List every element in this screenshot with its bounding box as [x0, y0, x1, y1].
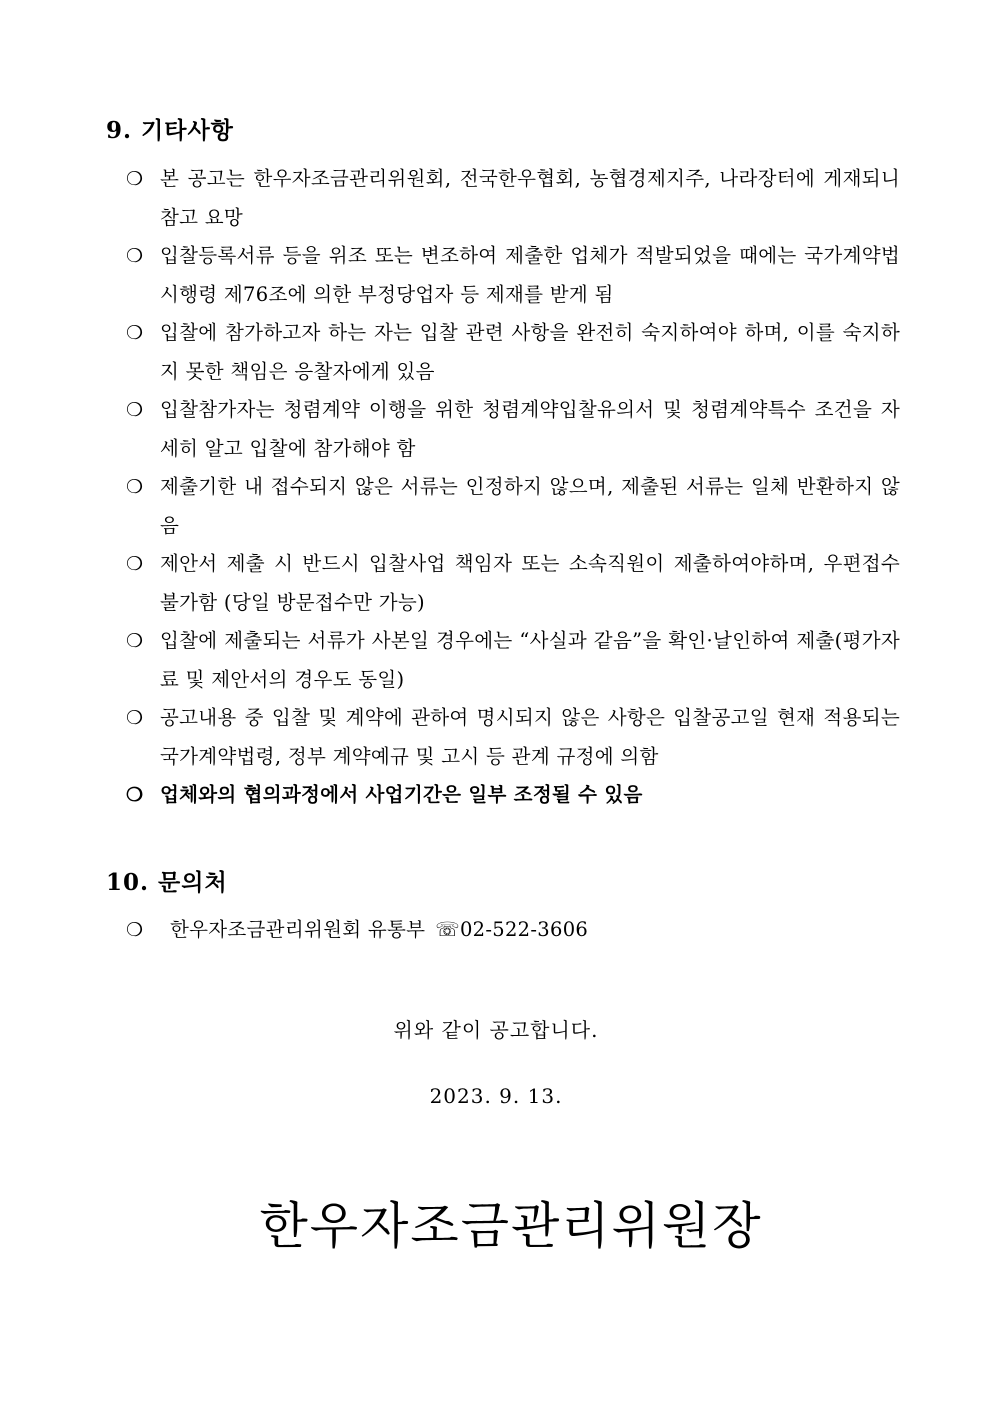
- notice-date: 2023. 9. 13.: [429, 1084, 563, 1108]
- list-item-text: 본 공고는 한우자조금관리위원회, 전국한우협회, 농협경제지주, 나라장터에 게재되니 참고 요망: [160, 167, 900, 229]
- list-item: [126, 545, 900, 622]
- circle-bullet-icon: ❍: [126, 399, 144, 421]
- contact-line: [126, 913, 588, 947]
- circle-bullet-icon: ❍: [126, 322, 144, 344]
- other-matters-list: [126, 160, 900, 815]
- list-item-text: 입찰참가자는 청렴계약 이행을 위한 청렴계약입찰유의서 및 청렴계약특수 조건을 자세히 알고 입찰에 참가해야 함: [160, 398, 900, 460]
- list-item-text: 입찰등록서류 등을 위조 또는 변조하여 제출한 업체가 적발되었을 때에는 국가계약법 시행령 제76조에 의한 부정당업자 등 제재를 받게 됨: [160, 244, 900, 306]
- contact-phone-number: 02-522-3606: [459, 918, 589, 941]
- circle-bullet-icon: ❍: [126, 707, 144, 729]
- list-item: [126, 468, 900, 545]
- list-item: [126, 699, 900, 776]
- circle-bullet-icon: ❍: [126, 245, 144, 267]
- contact-organization: 한우자조금관리위원회 유통부: [170, 918, 426, 941]
- list-item-text: 업체와의 협의과정에서 사업기간은 일부 조정될 수 있음: [160, 783, 643, 806]
- list-item: [126, 622, 900, 699]
- phone-icon: ☏: [435, 918, 460, 941]
- list-item-emphasized: [126, 776, 900, 815]
- circle-bullet-icon: ❍: [126, 784, 144, 806]
- circle-bullet-icon: ❍: [126, 476, 144, 498]
- closing-statement: 위와 같이 공고합니다.: [393, 1018, 599, 1042]
- circle-bullet-icon: ❍: [126, 919, 144, 941]
- circle-bullet-icon: ❍: [126, 553, 144, 575]
- circle-bullet-icon: ❍: [126, 168, 144, 190]
- list-item: [126, 237, 900, 314]
- section-heading-contact: 10. 문의처: [106, 869, 228, 896]
- list-item-text: 제안서 제출 시 반드시 입찰사업 책임자 또는 소속직원이 제출하여야하며, 우편접수 불가함 (당일 방문접수만 가능): [160, 552, 900, 614]
- section-heading-other-matters: 9. 기타사항: [106, 117, 234, 144]
- list-item: [126, 391, 900, 468]
- list-item: [126, 160, 900, 237]
- circle-bullet-icon: ❍: [126, 630, 144, 652]
- list-item-text: 입찰에 제출되는 서류가 사본일 경우에는 “사실과 같음”을 확인·날인하여 제출(평가자료 및 제안서의 경우도 동일): [160, 629, 900, 691]
- list-item: [126, 314, 900, 391]
- list-item-text: 제출기한 내 접수되지 않은 서류는 인정하지 않으며, 제출된 서류는 일체 반환하지 않음: [160, 475, 900, 537]
- list-item-text: 입찰에 참가하고자 하는 자는 입찰 관련 사항을 완전히 숙지하여야 하며, 이를 숙지하지 못한 책임은 응찰자에게 있음: [160, 321, 900, 383]
- list-item-text: 공고내용 중 입찰 및 계약에 관하여 명시되지 않은 사항은 입찰공고일 현재 적용되는 국가계약법령, 정부 계약예규 및 고시 등 관계 규정에 의함: [160, 706, 900, 768]
- issuer-signature: 한우자조금관리위원장: [259, 1197, 763, 1255]
